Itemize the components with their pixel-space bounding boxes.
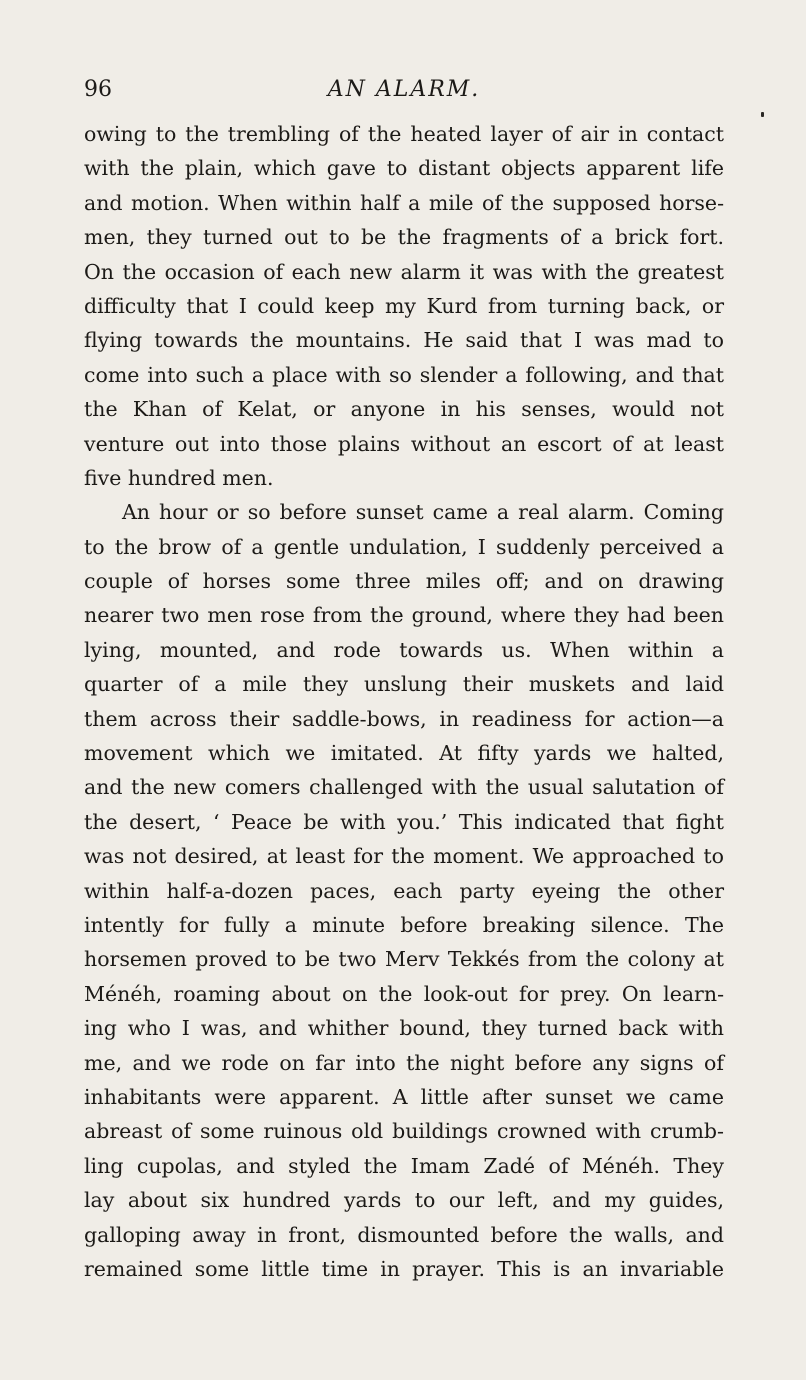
text-line: intently for fully a minute before breaking silence. The <box>84 912 724 937</box>
text-line: galloping away in front, dismounted before the walls, and <box>84 1222 724 1247</box>
text-line: the desert, ‘ Peace be with you.’ This indicated that fight <box>84 809 724 834</box>
text-line: horsemen proved to be two Merv Tekkés from the colony at <box>84 947 724 972</box>
text-line: ing who I was, and whither bound, they turned back with <box>84 1016 724 1041</box>
running-head <box>84 76 724 104</box>
text-line: lying, mounted, and rode towards us. When within a <box>84 637 724 662</box>
text-line: to the brow of a gentle undulation, I suddenly perceived a <box>84 534 724 559</box>
text-line: was not desired, at least for the moment. We approached to <box>84 844 724 869</box>
text-line: nearer two men rose from the ground, where they had been <box>84 603 724 628</box>
text-line: lay about six hundred yards to our left, and my guides, <box>84 1188 724 1213</box>
body-text <box>84 117 724 1286</box>
text-line: remained some little time in prayer. This is an invariable <box>84 1256 724 1281</box>
text-line: men, they turned out to be the fragments of a brick fort. <box>84 225 724 250</box>
text-line: the Khan of Kelat, or anyone in his senses, would not <box>84 397 724 422</box>
page-number: 96 <box>84 77 112 102</box>
text-line: them across their saddle-bows, in readiness for action—a <box>84 706 724 731</box>
text-line: inhabitants were apparent. A little after sunset we came <box>84 1084 724 1109</box>
text-line: five hundred men. <box>84 465 274 490</box>
running-title: AN ALARM. <box>327 77 481 102</box>
text-line: and the new comers challenged with the usual salutation of <box>84 775 724 800</box>
text-line: owing to the trembling of the heated layer of air in contact <box>84 122 724 146</box>
text-line: movement which we imitated. At fifty yards we halted, <box>84 741 724 766</box>
text-line: me, and we rode on far into the night before any signs of <box>84 1050 724 1075</box>
text-line: with the plain, which gave to distant objects apparent life <box>84 156 724 181</box>
text-line: and motion. When within half a mile of the supposed horse- <box>84 190 724 215</box>
text-line: venture out into those plains without an escort of at least <box>84 431 724 456</box>
text-line: ling cupolas, and styled the Imam Zadé of Ménéh. They <box>84 1153 724 1178</box>
text-line: quarter of a mile they unslung their muskets and laid <box>84 672 724 697</box>
text-line: flying towards the mountains. He said that I was mad to <box>84 328 724 353</box>
text-line: abreast of some ruinous old buildings crowned with crumb- <box>84 1119 724 1144</box>
text-line: An hour or so before sunset came a real alarm. Coming <box>122 500 724 525</box>
text-line: couple of horses some three miles off; and on drawing <box>84 569 724 594</box>
text-line: difficulty that I could keep my Kurd from turning back, or <box>84 293 724 318</box>
text-line: come into such a place with so slender a following, and that <box>84 362 724 387</box>
text-line: within half-a-dozen paces, each party eyeing the other <box>84 878 724 903</box>
text-line: On the occasion of each new alarm it was with the greatest <box>84 259 724 284</box>
text-line: Ménéh, roaming about on the look-out for prey. On learn- <box>84 981 724 1006</box>
ink-speck <box>761 112 764 117</box>
